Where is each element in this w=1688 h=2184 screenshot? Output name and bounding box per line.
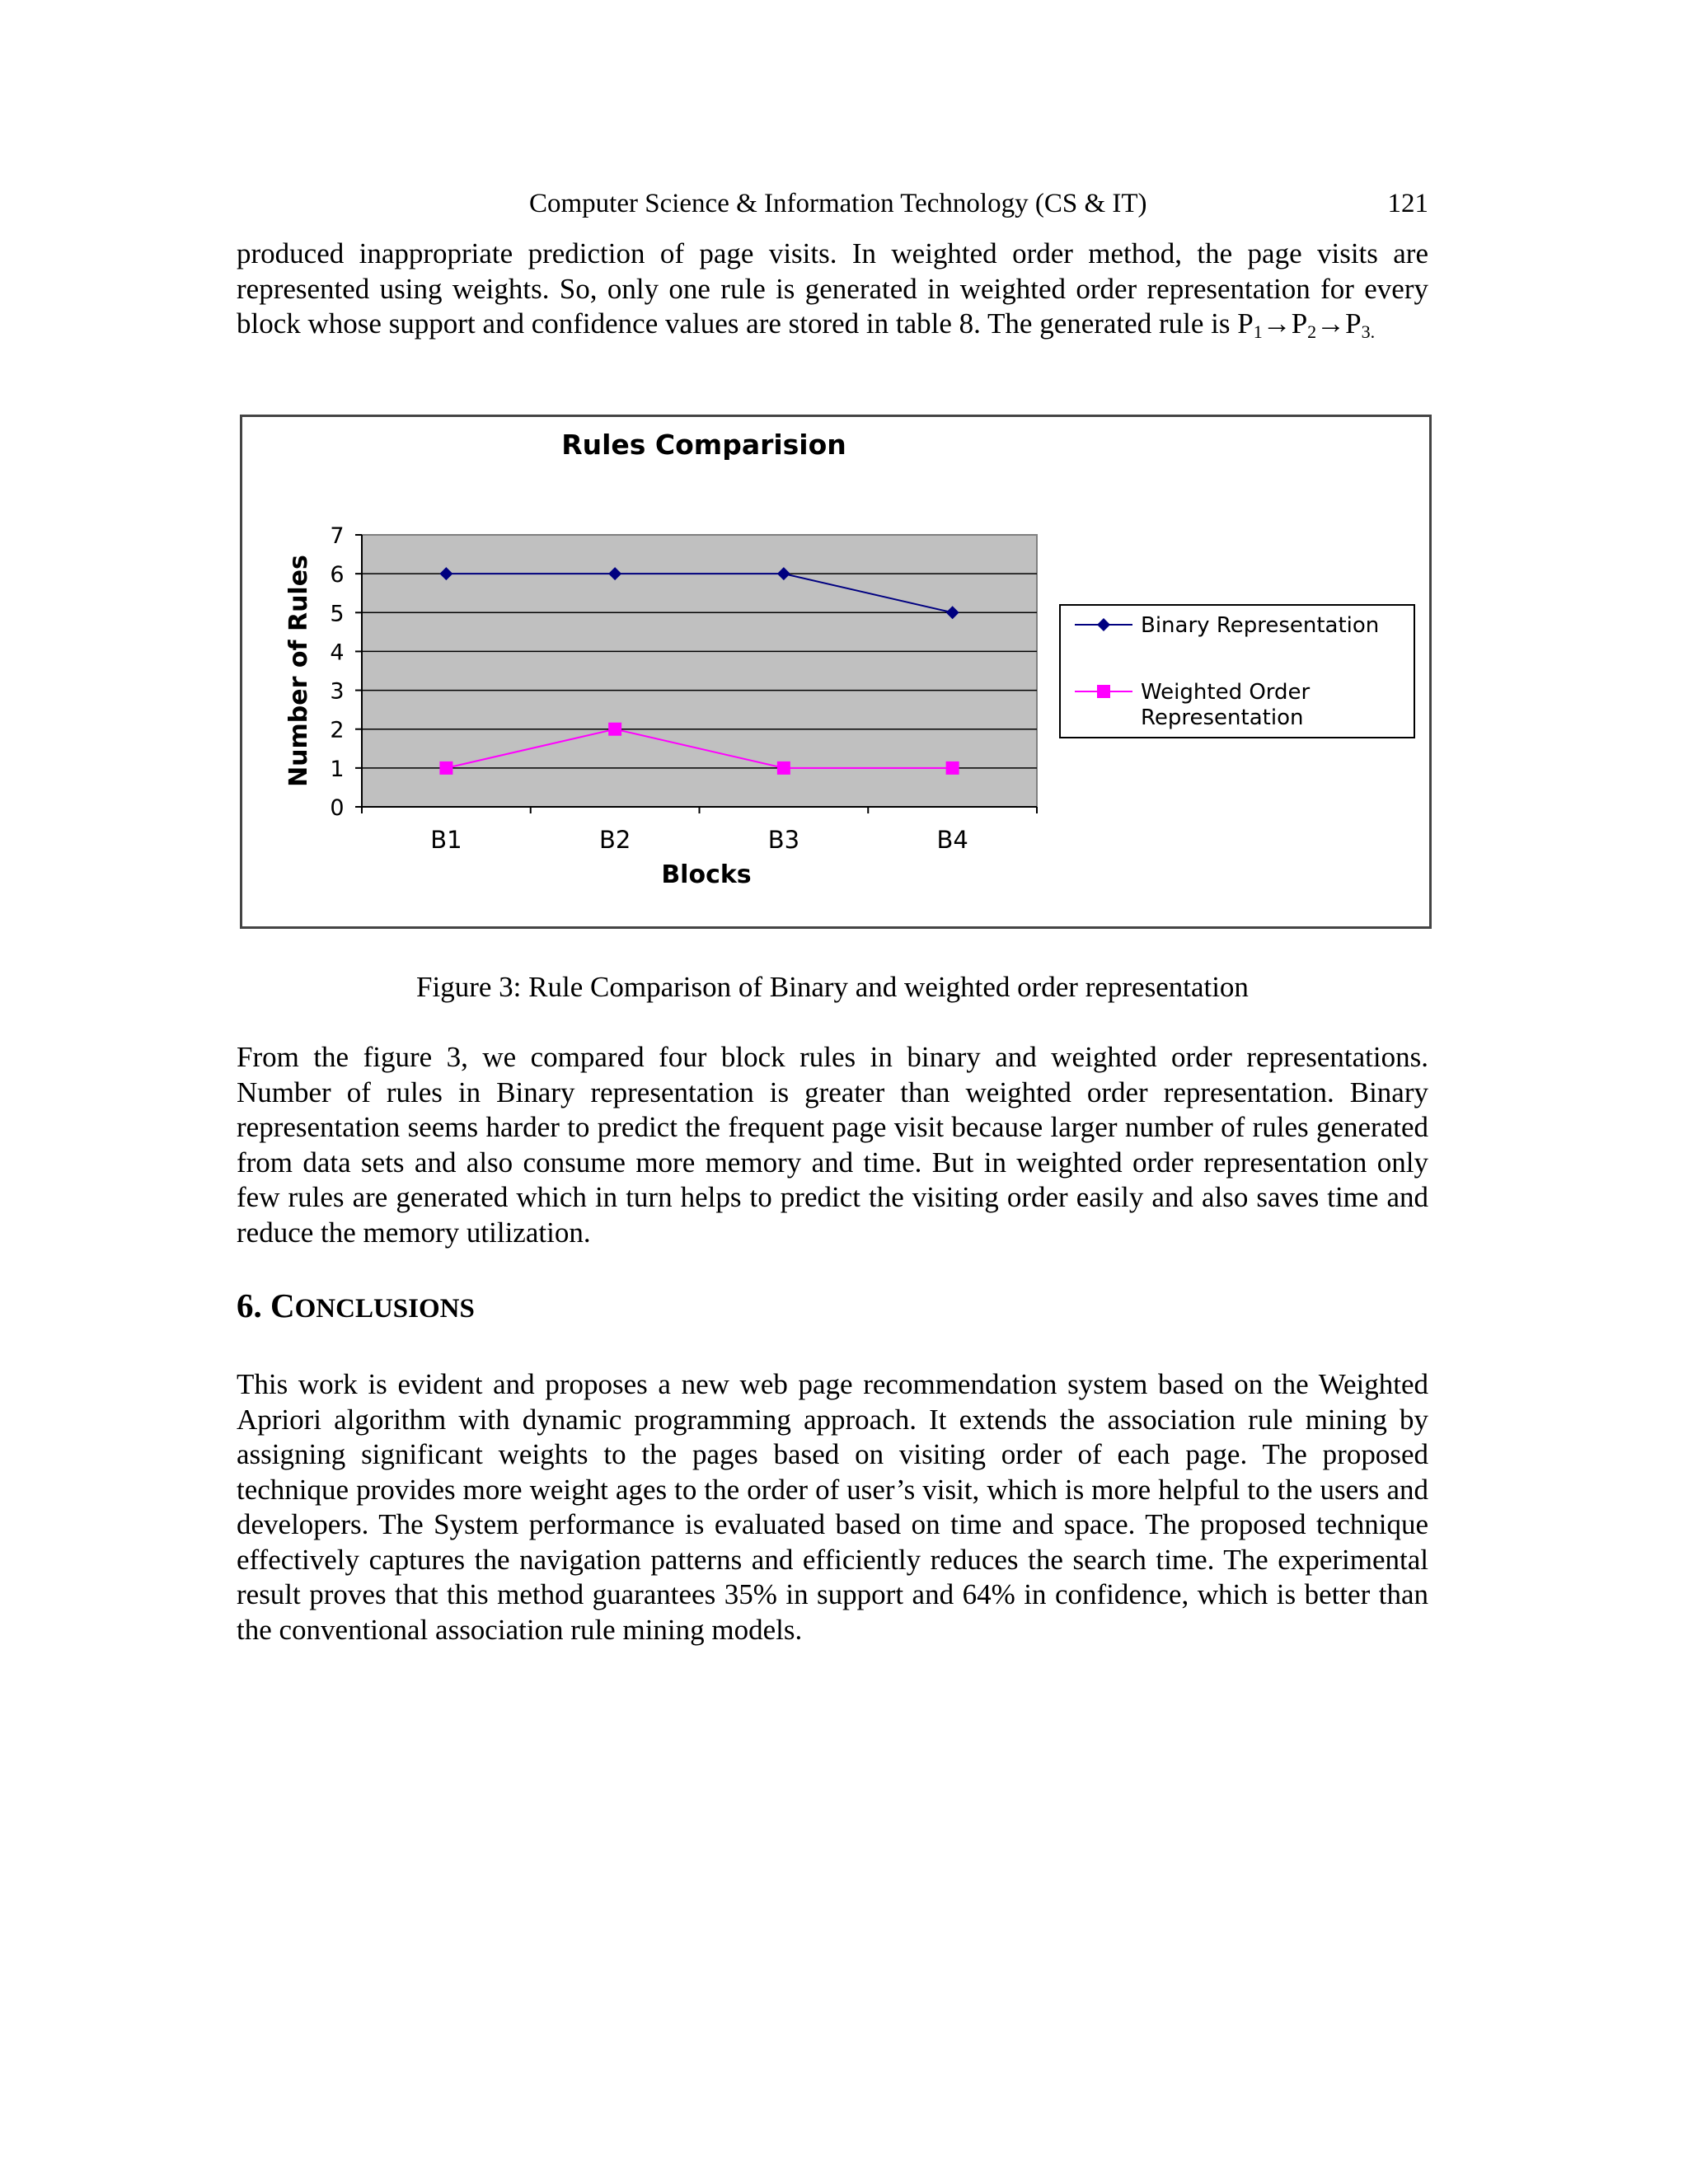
legend-marker: [1097, 685, 1110, 698]
x-tick-label: B2: [598, 826, 631, 854]
plot-area: [362, 535, 1037, 807]
legend-label: Binary Representation: [1141, 613, 1380, 638]
legend-label: Weighted Order Representation: [1141, 680, 1311, 730]
paragraph-conclusions: This work is evident and proposes a new web page recommendation system based on the Weighted Apriori algorithm with dynamic programming approach. It extends the association rule mining by assigning significant weights to the pages based on visiting order of each page. The proposed technique provides more weight ages to the order of user’s visit, which is more helpful to the users and developers. The System performance is evaluated based on time and space. The proposed technique effectively captures the navigation patterns and efficiently reduces the search time. The experimental result proves that this method guarantees 35% in support and 64% in confidence, which is better than the conventional association rule mining models.: [237, 1368, 1428, 1646]
x-axis-label: Blocks: [661, 860, 752, 889]
data-point-weighted: [777, 762, 790, 775]
chart-title: Rules Comparision: [561, 429, 846, 461]
paragraph-discussion: From the figure 3, we compared four block rules in binary and weighted order representations. Number of rules in Binary representation is greater than weighted order representation. Binary representation seems harder to predict the frequent page visit because larger number of rules generated from data sets and also consume more memory and time. But in weighted order representation only few rules are generated which in turn helps to predict the visiting order easily and also saves time and reduce the memory utilization.: [237, 1041, 1428, 1249]
generated-rule: $P_1\to P_2\to P_{3.}$: [1237, 307, 1376, 342]
paragraph-intro: [237, 237, 1428, 342]
section-heading: [237, 1284, 475, 1330]
y-tick-label: 0: [330, 795, 345, 821]
y-axis-label: Number of Rules: [284, 555, 313, 787]
x-tick-label: B4: [936, 826, 968, 854]
page-number: 121: [1387, 189, 1428, 218]
y-tick-label: 3: [330, 678, 345, 705]
journal-title: Computer Science & Information Technology (CS & IT): [529, 189, 1147, 218]
running-header: [237, 185, 1428, 222]
x-tick-label: B3: [767, 826, 800, 854]
paragraph-intro-text: produced inappropriate prediction of page visits. In weighted order method, the page visits are represented using weights. So, only one rule is generated in weighted order representation for every block whose support and confidence values are stored in table 8. The generated rule is: [237, 237, 1428, 340]
figure-caption: Figure 3: Rule Comparison of Binary and weighted order representation: [416, 971, 1249, 1003]
section-number: 6.: [237, 1286, 262, 1324]
y-tick-label: 2: [330, 717, 345, 743]
data-point-weighted: [439, 762, 452, 775]
section-title: CONCLUSIONS: [270, 1286, 475, 1324]
data-point-weighted: [946, 762, 959, 775]
x-tick-label: B1: [430, 826, 462, 854]
y-tick-label: 6: [330, 562, 345, 588]
rules-comparison-chart: [240, 415, 1432, 929]
y-tick-label: 5: [330, 601, 345, 627]
legend: [1060, 605, 1414, 738]
y-tick-label: 4: [330, 640, 345, 666]
data-point-weighted: [608, 723, 621, 736]
y-tick-label: 7: [330, 523, 345, 549]
y-tick-label: 1: [330, 756, 345, 782]
